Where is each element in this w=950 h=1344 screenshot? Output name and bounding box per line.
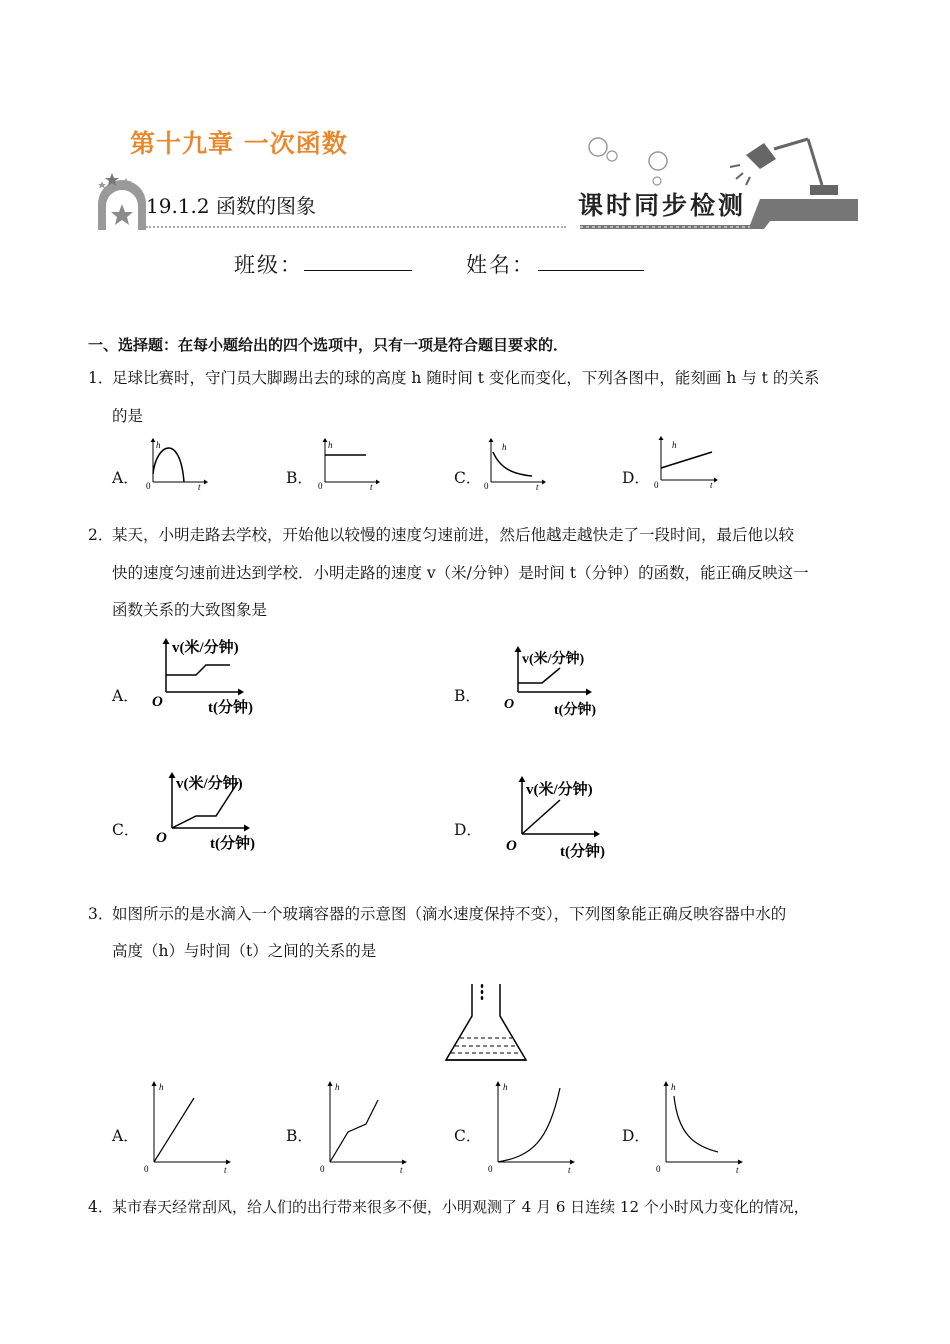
q1b-x-label: t <box>370 482 373 490</box>
flask-container-figure <box>440 980 532 1066</box>
question-3-text: 如图所示的是水滴入一个玻璃容器的示意图（滴水速度保持不变），下列图象能正确反映容器中水的 <box>112 905 787 923</box>
question-2-text-cont2: 函数关系的大致图象是 <box>112 601 268 619</box>
q3-graph-c[interactable] <box>484 1080 580 1174</box>
q3-graph-a[interactable] <box>140 1080 236 1174</box>
q1-graph-b[interactable] <box>316 438 380 490</box>
q2-option-a-label[interactable]: A． <box>112 687 139 705</box>
q1-option-a-label[interactable]: A． <box>112 469 139 487</box>
q1-option-d-label[interactable]: D． <box>622 469 650 487</box>
name-label: 姓名： <box>466 253 535 277</box>
q1-graph-a[interactable] <box>144 438 208 490</box>
q2a-origin: O <box>152 694 163 710</box>
q1-option-b-label[interactable]: B． <box>286 469 313 487</box>
q3-graph-d[interactable] <box>652 1080 748 1174</box>
section-instruction: 一、选择题：在每小题给出的四个选项中，只有一项是符合题目要求的． <box>88 336 569 354</box>
question-4-text: 某市春天经常刮风，给人们的出行带来很多不便，小明观测了 4 月 6 日连续 12 个小时风力变化的情况， <box>112 1198 809 1216</box>
q2a-y-label: v(米/分钟) <box>172 640 239 656</box>
q2c-y-label: v(米/分钟) <box>176 776 243 792</box>
q2d-origin: O <box>506 838 517 854</box>
q1d-origin: 0 <box>654 480 659 490</box>
q1-graph-d[interactable] <box>652 436 722 490</box>
class-blank[interactable] <box>304 270 412 271</box>
q3-option-d-label[interactable]: D． <box>622 1127 650 1145</box>
class-label: 班级： <box>234 253 303 277</box>
q3-option-b-label[interactable]: B． <box>286 1127 313 1145</box>
chapter-title: 第十九章 一次函数 <box>130 129 348 158</box>
question-1-text: 足球比赛时，守门员大脚踢出去的球的高度 h 随时间 t 变化而变化，下列各图中，能刻画 h 与 t 的关系 <box>112 369 820 387</box>
q2b-origin: O <box>504 697 515 712</box>
q1b-y-label: h <box>328 440 333 450</box>
q3-option-c-label[interactable]: C． <box>454 1127 482 1145</box>
section-divider <box>146 226 566 228</box>
star-badge-icon <box>92 170 152 234</box>
q3c-origin: 0 <box>488 1164 493 1174</box>
q2d-y-label: v(米/分钟) <box>526 782 593 798</box>
question-2-text: 某天，小明走路去学校，开始他以较慢的速度匀速前进，然后他越走越快走了一段时间，最后他以较 <box>112 526 795 544</box>
q1-option-c-label[interactable]: C． <box>454 469 482 487</box>
q1b-origin: 0 <box>318 481 323 490</box>
q2-graph-b[interactable] <box>502 646 614 722</box>
q3a-y-label: h <box>159 1082 164 1092</box>
q1c-y-label: h <box>502 442 507 452</box>
question-3-text-cont: 高度（h）与时间（t）之间的关系的是 <box>112 942 377 960</box>
q1-graph-c[interactable] <box>482 438 546 490</box>
q2-option-c-label[interactable]: C． <box>112 821 140 839</box>
q2-graph-a[interactable] <box>150 636 270 720</box>
q1a-y-label: h <box>156 440 161 450</box>
q3-graph-b[interactable] <box>316 1080 412 1174</box>
q2c-x-label: t(分钟) <box>210 836 255 852</box>
section-title: 19.1.2 函数的图象 <box>146 194 316 218</box>
q2c-origin: O <box>156 830 167 846</box>
q2-option-d-label[interactable]: D． <box>454 821 482 839</box>
q3b-y-label: h <box>335 1082 340 1092</box>
q3b-x-label: t <box>400 1165 403 1174</box>
q2a-x-label: t(分钟) <box>208 700 253 716</box>
q3c-y-label: h <box>503 1082 508 1092</box>
question-2-text-cont: 快的速度匀速前进达到学校．小明走路的速度 v（米/分钟）是时间 t（分钟）的函数，能正确反映这一 <box>112 564 809 582</box>
q3b-origin: 0 <box>320 1164 325 1174</box>
banner-title: 课时同步检测 <box>578 191 747 220</box>
q1a-x-label: t <box>198 482 201 490</box>
q2-graph-d[interactable] <box>502 774 620 864</box>
q3c-x-label: t <box>568 1165 571 1174</box>
question-2-number: 2． <box>88 526 114 544</box>
question-1-text-cont: 的是 <box>112 407 144 425</box>
q1c-origin: 0 <box>484 481 489 490</box>
q1a-origin: 0 <box>146 481 151 490</box>
q2b-x-label: t(分钟) <box>554 703 596 718</box>
q3d-y-label: h <box>671 1082 676 1092</box>
q3a-origin: 0 <box>144 1164 149 1174</box>
q1c-x-label: t <box>536 482 539 490</box>
q2-graph-c[interactable] <box>152 770 270 856</box>
q2-option-b-label[interactable]: B． <box>454 687 481 705</box>
q3a-x-label: t <box>224 1165 227 1174</box>
q2d-x-label: t(分钟) <box>560 844 605 860</box>
q3d-x-label: t <box>736 1165 739 1174</box>
q1d-x-label: t <box>710 480 713 490</box>
question-1-number: 1． <box>88 369 114 387</box>
q1d-y-label: h <box>672 440 677 450</box>
question-3-number: 3． <box>88 905 114 923</box>
name-blank[interactable] <box>538 270 644 271</box>
q3-option-a-label[interactable]: A． <box>112 1127 139 1145</box>
q2b-y-label: v(米/分钟) <box>522 652 585 667</box>
question-4-number: 4． <box>88 1198 114 1216</box>
q3d-origin: 0 <box>656 1164 661 1174</box>
